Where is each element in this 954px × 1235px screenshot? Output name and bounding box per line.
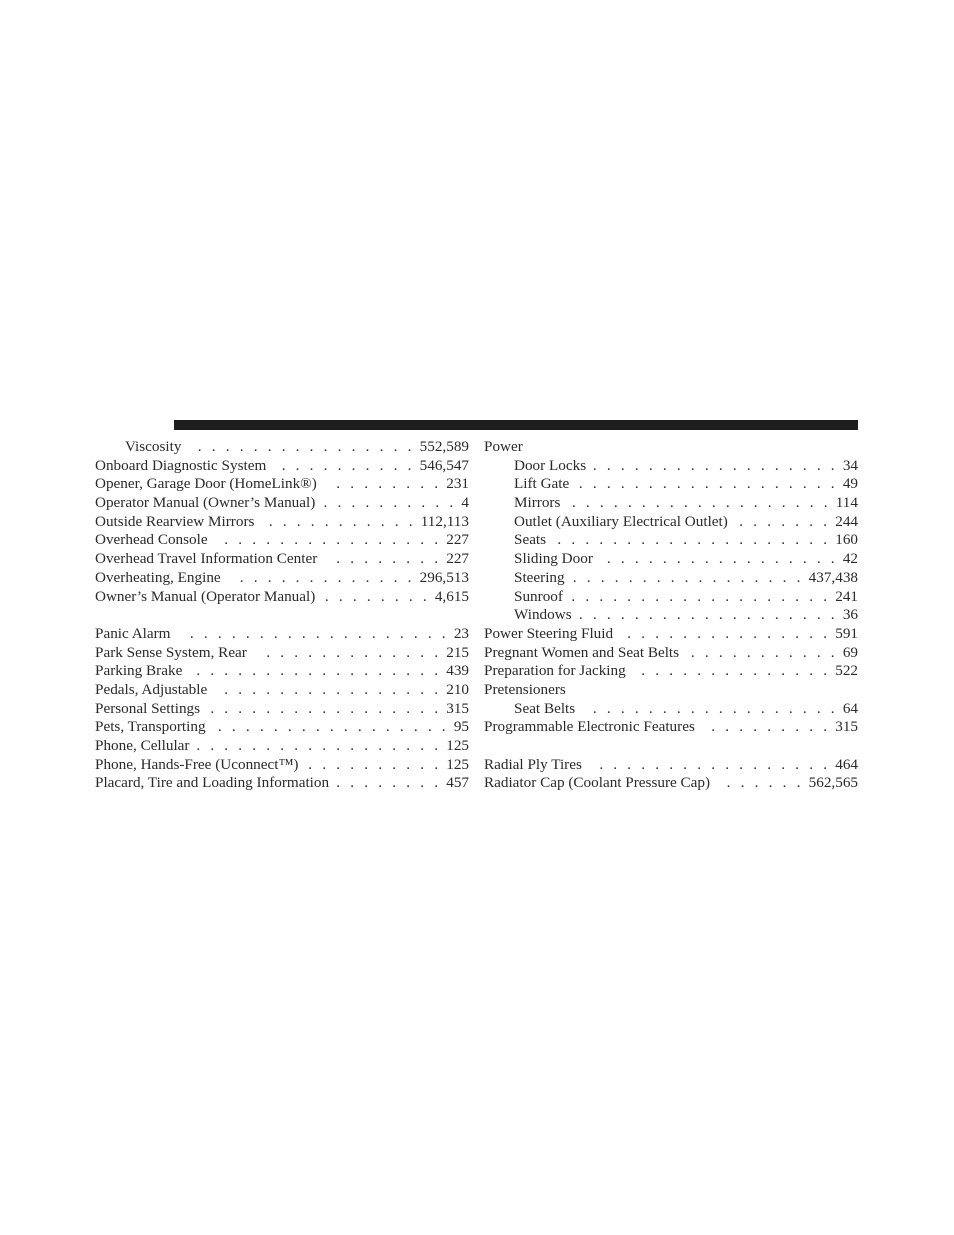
top-rule [174, 420, 858, 430]
entry-page-number: 69 [842, 643, 858, 661]
entry-page-number: 4,615 [434, 587, 469, 605]
index-column-right [484, 438, 858, 793]
dot-leader [255, 644, 441, 663]
entry-page-number: 546,547 [419, 456, 469, 474]
entry-page-number: 112,113 [420, 512, 469, 530]
entry-label: Placard, Tire and Loading Information [95, 774, 330, 792]
entry-label: Outside Rearview Mirrors [95, 512, 255, 530]
entry-label: Seat Belts [514, 699, 576, 717]
entry-page-number: 227 [446, 531, 469, 549]
index-heading [484, 681, 858, 700]
entry-page-number: 125 [446, 737, 469, 754]
entry-label: Phone, Cellular [95, 737, 190, 754]
index-column-left [95, 438, 469, 793]
dot-leader [571, 588, 830, 607]
entry-label: Viscosity [125, 438, 182, 455]
dot-leader [568, 494, 830, 513]
entry-label: Parking Brake [95, 662, 183, 680]
entry-page-number: 42 [842, 550, 858, 568]
entry-page-number: 244 [835, 512, 858, 530]
index-entry [95, 494, 469, 513]
entry-label: Radial Ply Tires [484, 755, 582, 773]
dot-leader [306, 756, 441, 775]
dot-leader [621, 625, 830, 644]
entry-page-number: 231 [446, 475, 469, 493]
entry-label: Preparation for Jacking [484, 662, 626, 680]
dot-leader [687, 644, 838, 663]
entry-page-number: 227 [446, 550, 469, 568]
index-entry [95, 737, 469, 756]
entry-label: Phone, Hands-Free (Uconnect™) [95, 755, 299, 773]
index-entry [95, 588, 469, 607]
index-subentry [95, 438, 469, 457]
entry-page-number: 36 [842, 606, 858, 624]
dot-leader [601, 550, 838, 569]
index-subentry [484, 588, 858, 607]
entry-label: Onboard Diagnostic System [95, 456, 267, 474]
index-entry [95, 513, 469, 532]
dot-leader [215, 681, 441, 700]
index-entry [484, 718, 858, 737]
index-entry [95, 475, 469, 494]
entry-page-number: 591 [835, 624, 858, 642]
index-spacer [484, 737, 858, 756]
dot-leader [197, 737, 441, 756]
dot-leader [554, 531, 830, 550]
entry-label: Pretensioners [484, 680, 566, 698]
entry-label: Outlet (Auxiliary Electrical Outlet) [514, 512, 728, 530]
dot-leader [262, 513, 415, 532]
dot-leader [216, 531, 442, 550]
dot-leader [229, 569, 415, 588]
index-heading [484, 438, 858, 457]
dot-leader [577, 475, 838, 494]
dot-leader [190, 662, 441, 681]
dot-leader [594, 457, 838, 476]
entry-page-number: 95 [453, 718, 469, 736]
index-spacer [95, 606, 469, 625]
dot-leader [325, 550, 441, 569]
entry-label: Windows [514, 606, 572, 624]
entry-page-number: 439 [446, 662, 469, 680]
entry-label: Sliding Door [514, 550, 593, 568]
entry-page-number: 562,565 [808, 774, 858, 792]
entry-label: Power [484, 438, 523, 455]
dot-leader [580, 606, 838, 625]
entry-label: Seats [514, 531, 547, 549]
index-entry [95, 531, 469, 550]
entry-label: Mirrors [514, 494, 561, 512]
entry-label: Lift Gate [514, 475, 570, 493]
entry-label: Operator Manual (Owner’s Manual) [95, 494, 316, 512]
dot-leader [736, 513, 830, 532]
entry-page-number: 552,589 [419, 438, 469, 455]
index-entry [95, 700, 469, 719]
entry-label: Overheating, Engine [95, 568, 221, 586]
entry-label: Power Steering Fluid [484, 624, 614, 642]
dot-leader [703, 718, 830, 737]
entry-page-number: 215 [446, 643, 469, 661]
entry-page-number: 125 [446, 755, 469, 773]
index-entry [484, 662, 858, 681]
dot-leader [325, 475, 441, 494]
entry-label: Overhead Travel Information Center [95, 550, 318, 568]
entry-label: Steering [514, 568, 565, 586]
dot-leader [718, 774, 804, 793]
entry-page-number: 49 [842, 475, 858, 493]
dot-leader [634, 662, 831, 681]
entry-page-number: 23 [453, 624, 469, 642]
entry-label: Owner’s Manual (Operator Manual) [95, 587, 316, 605]
dot-leader [208, 700, 441, 719]
index-entry [95, 756, 469, 775]
index-subentry [484, 494, 858, 513]
index-subentry [484, 513, 858, 532]
entry-page-number: 114 [835, 494, 858, 512]
entry-label: Programmable Electronic Features [484, 718, 695, 736]
index-entry [95, 550, 469, 569]
index-entry [95, 625, 469, 644]
index-entry [95, 681, 469, 700]
dot-leader [179, 625, 449, 644]
entry-page-number: 241 [835, 587, 858, 605]
entry-label: Door Locks [514, 456, 587, 474]
index-entry [484, 756, 858, 775]
entry-page-number: 457 [446, 774, 469, 792]
index-entry [95, 457, 469, 476]
dot-leader [583, 700, 838, 719]
index-subentry [484, 531, 858, 550]
dot-leader [189, 438, 414, 457]
index-subentry [484, 550, 858, 569]
entry-page-number: 464 [835, 755, 858, 773]
index-subentry [484, 457, 858, 476]
index-entry [95, 662, 469, 681]
entry-label: Personal Settings [95, 699, 201, 717]
entry-page-number: 4 [461, 494, 469, 512]
entry-page-number: 210 [446, 680, 469, 698]
index-subentry [484, 700, 858, 719]
index-subentry [484, 569, 858, 588]
dot-leader [573, 569, 804, 588]
dot-leader [274, 457, 414, 476]
dot-leader [214, 718, 449, 737]
index-subentry [484, 475, 858, 494]
entry-page-number: 315 [446, 699, 469, 717]
index-entry [484, 774, 858, 793]
entry-label: Panic Alarm [95, 624, 171, 642]
dot-leader [323, 588, 430, 607]
dot-leader [337, 774, 441, 793]
entry-label: Park Sense System, Rear [95, 643, 247, 661]
dot-leader [323, 494, 456, 513]
entry-label: Sunroof [514, 587, 563, 605]
index-entry [484, 644, 858, 663]
index-entry [95, 718, 469, 737]
entry-page-number: 296,513 [419, 568, 469, 586]
index-entry [95, 774, 469, 793]
entry-page-number: 160 [835, 531, 858, 549]
entry-page-number: 437,438 [808, 568, 858, 586]
entry-label: Pets, Transporting [95, 718, 206, 736]
entry-label: Overhead Console [95, 531, 208, 549]
dot-leader [590, 756, 830, 775]
index-entry [484, 625, 858, 644]
entry-page-number: 64 [842, 699, 858, 717]
entry-label: Radiator Cap (Coolant Pressure Cap) [484, 774, 711, 792]
entry-label: Pregnant Women and Seat Belts [484, 643, 680, 661]
entry-page-number: 522 [835, 662, 858, 680]
entry-page-number: 34 [842, 456, 858, 474]
index-subentry [484, 606, 858, 625]
entry-label: Opener, Garage Door (HomeLink®) [95, 475, 317, 493]
index-entry [95, 644, 469, 663]
entry-page-number: 315 [835, 718, 858, 736]
index-entry [95, 569, 469, 588]
entry-label: Pedals, Adjustable [95, 680, 208, 698]
